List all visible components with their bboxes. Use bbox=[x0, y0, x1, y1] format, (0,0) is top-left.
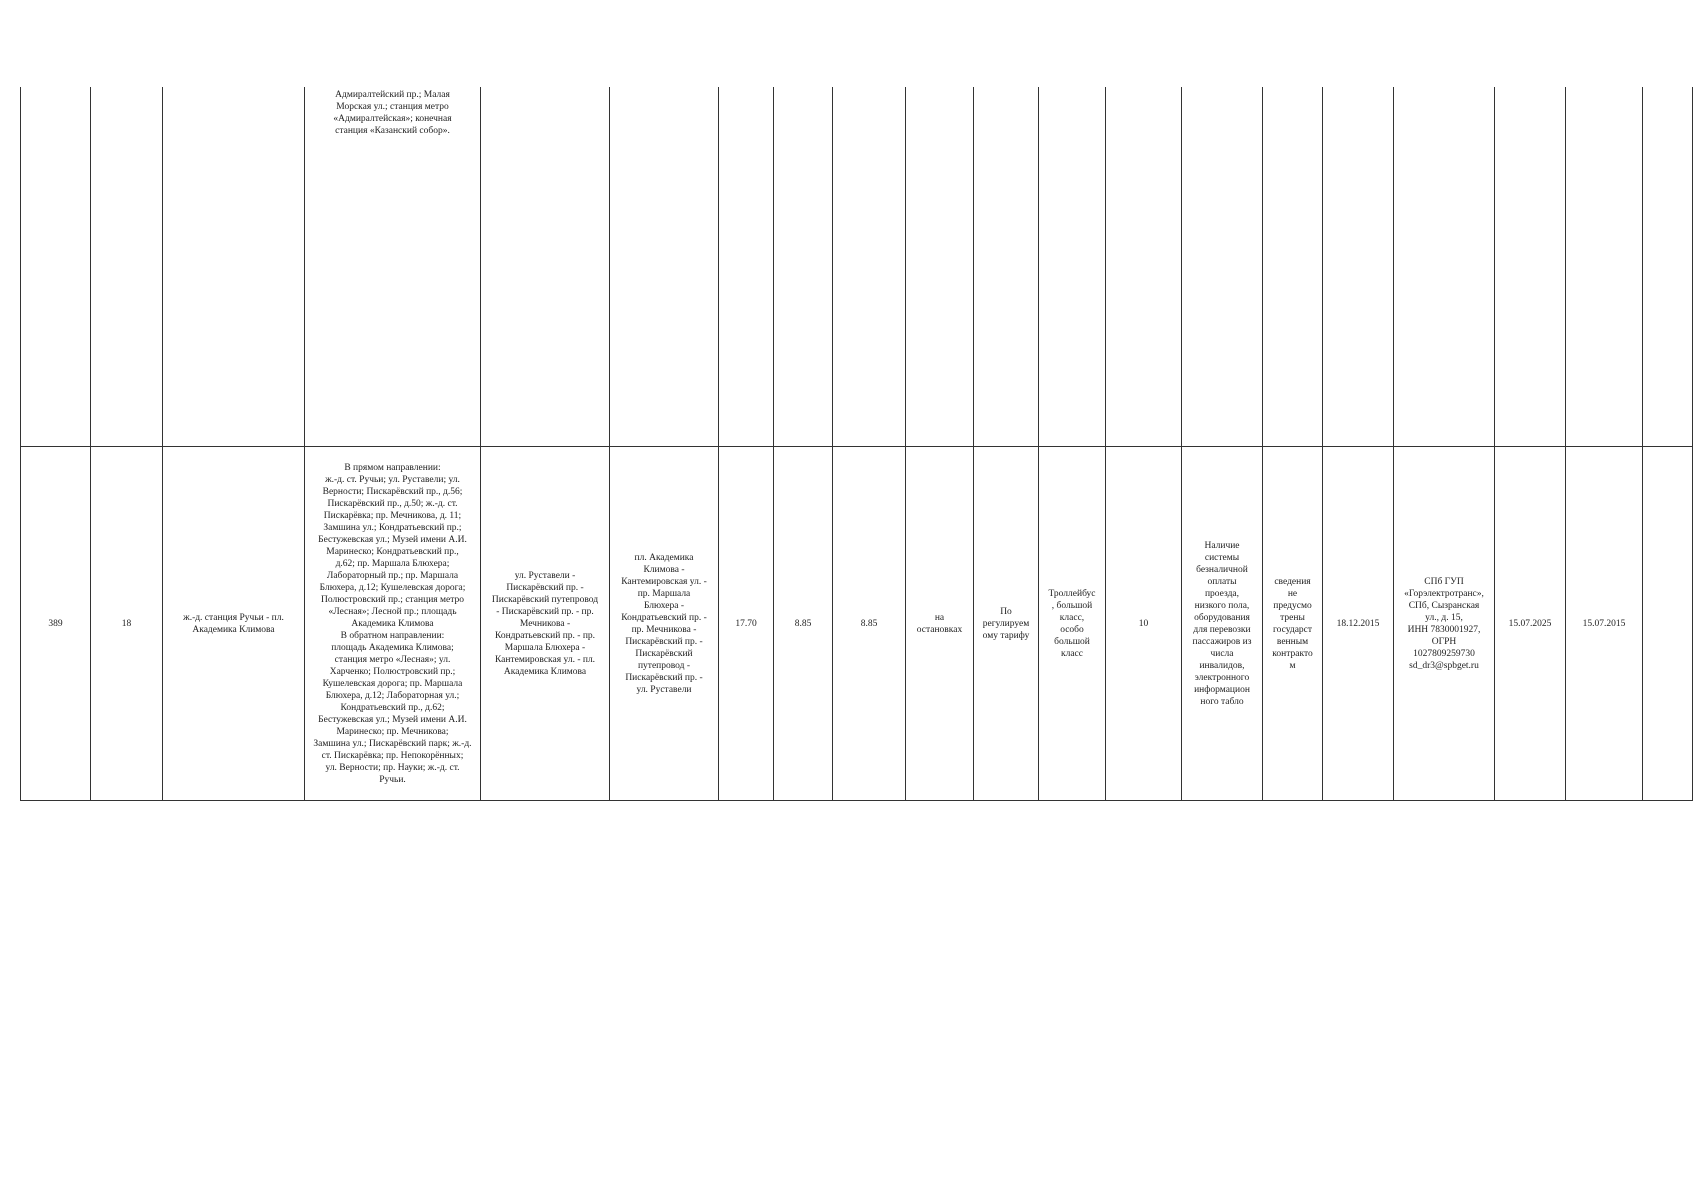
cell-forward-streets bbox=[481, 87, 610, 447]
cell-carrier bbox=[1394, 87, 1495, 447]
cell-length-backward: 8.85 bbox=[833, 447, 906, 801]
cell-length-backward bbox=[833, 87, 906, 447]
cell-forward-streets: ул. Руставели - Пискарёвский пр. - Пискарёвский путепровод - Пискарёвский пр. - пр. Мечникова - Кондратьевский пр. - пр. Маршала Блюхера - Кантемировская ул. - пл. Академика Климова bbox=[481, 447, 610, 801]
cell-start-date: 18.12.2015 bbox=[1323, 447, 1394, 801]
cell-extra bbox=[1643, 87, 1693, 447]
cell-stops: В прямом направлении: ж.-д. ст. Ручьи; ул. Руставели; ул. Верности; Пискарёвский пр., д.56; Пискарёвский пр., д.50; ж.-д. ст. Пискарёвка; пр. Мечникова, д. 11; Замшина ул.; Кондратьевский пр.; Бестужевская ул.; Музей имени А.И. Маринеско; Кондратьевский пр., д.62; пр. Маршала Блюхера; Лабораторный пр.; пр. Маршала Блюхера, д.12; Кушелевская дорога; Полюстровский пр.; станция метро «Лесная»; Лесной пр.; площадь Академика Климова В обратном направлении: площадь Академика Климова; станция метро «Лесная»; ул. Харченко; Полюстровский пр.; Кушелевская дорога; пр. Маршала Блюхера, д.12; Лабораторная ул.; Кондратьевский пр., д.62; Бестужевская ул.; Музей имени А.И. Маринеско; пр. Мечникова; Замшина ул.; Пискарёвский парк; ж.-д. ст. Пискарёвка; пр. Непокорённых; ул. Верности; пр. Науки; ж.-д. ст. Ручьи. bbox=[305, 447, 481, 801]
table-row bbox=[21, 447, 1693, 801]
cell-contract-info bbox=[1263, 87, 1323, 447]
cell-backward-streets bbox=[610, 87, 719, 447]
cell-length-total bbox=[719, 87, 774, 447]
cell-stop-order: на остановках bbox=[906, 447, 974, 801]
cell-vehicle-class: Троллейбус , большой класс, особо большой класс bbox=[1039, 447, 1106, 801]
cell-vehicle-features: Наличие системы безналичной оплаты проезда, низкого пола, оборудования для перевозки пассажиров из числа инвалидов, электронного информацион ного табло bbox=[1182, 447, 1263, 801]
cell-vehicle-features bbox=[1182, 87, 1263, 447]
table-row bbox=[21, 87, 1693, 447]
cell-carrier: СПб ГУП «Горэлектротранс», СПб, Сызранская ул., д. 15, ИНН 7830001927, ОГРН 1027809259730 sd_dr3@spbget.ru bbox=[1394, 447, 1495, 801]
cell-tariff bbox=[974, 87, 1039, 447]
cell-tariff: По регулируем ому тарифу bbox=[974, 447, 1039, 801]
cell-extra bbox=[1643, 447, 1693, 801]
cell-number bbox=[21, 87, 91, 447]
cell-vehicle-count: 10 bbox=[1106, 447, 1182, 801]
cell-contract-info: сведения не предусмо трены государст венным контракто м bbox=[1263, 447, 1323, 801]
cell-number: 389 bbox=[21, 447, 91, 801]
cell-route-no bbox=[91, 87, 163, 447]
cell-route-no: 18 bbox=[91, 447, 163, 801]
cell-length-total: 17.70 bbox=[719, 447, 774, 801]
cell-date-1 bbox=[1495, 87, 1566, 447]
cell-route-name bbox=[163, 87, 305, 447]
cell-vehicle-count bbox=[1106, 87, 1182, 447]
cell-date-2 bbox=[1566, 87, 1643, 447]
cell-date-1: 15.07.2025 bbox=[1495, 447, 1566, 801]
cell-stops: Адмиралтейский пр.; Малая Морская ул.; станция метро «Адмиралтейская»; конечная станция «Казанский собор». bbox=[305, 87, 481, 447]
cell-length-forward bbox=[774, 87, 833, 447]
cell-start-date bbox=[1323, 87, 1394, 447]
cell-vehicle-class bbox=[1039, 87, 1106, 447]
cell-stop-order bbox=[906, 87, 974, 447]
routes-table bbox=[20, 87, 1693, 801]
cell-backward-streets: пл. Академика Климова - Кантемировская ул. - пр. Маршала Блюхера - Кондратьевский пр. - пр. Мечникова - Пискарёвский пр. - Пискарёвский путепровод - Пискарёвский пр. - ул. Руставели bbox=[610, 447, 719, 801]
cell-route-name: ж.-д. станция Ручьи - пл. Академика Климова bbox=[163, 447, 305, 801]
cell-date-2: 15.07.2015 bbox=[1566, 447, 1643, 801]
cell-length-forward: 8.85 bbox=[774, 447, 833, 801]
